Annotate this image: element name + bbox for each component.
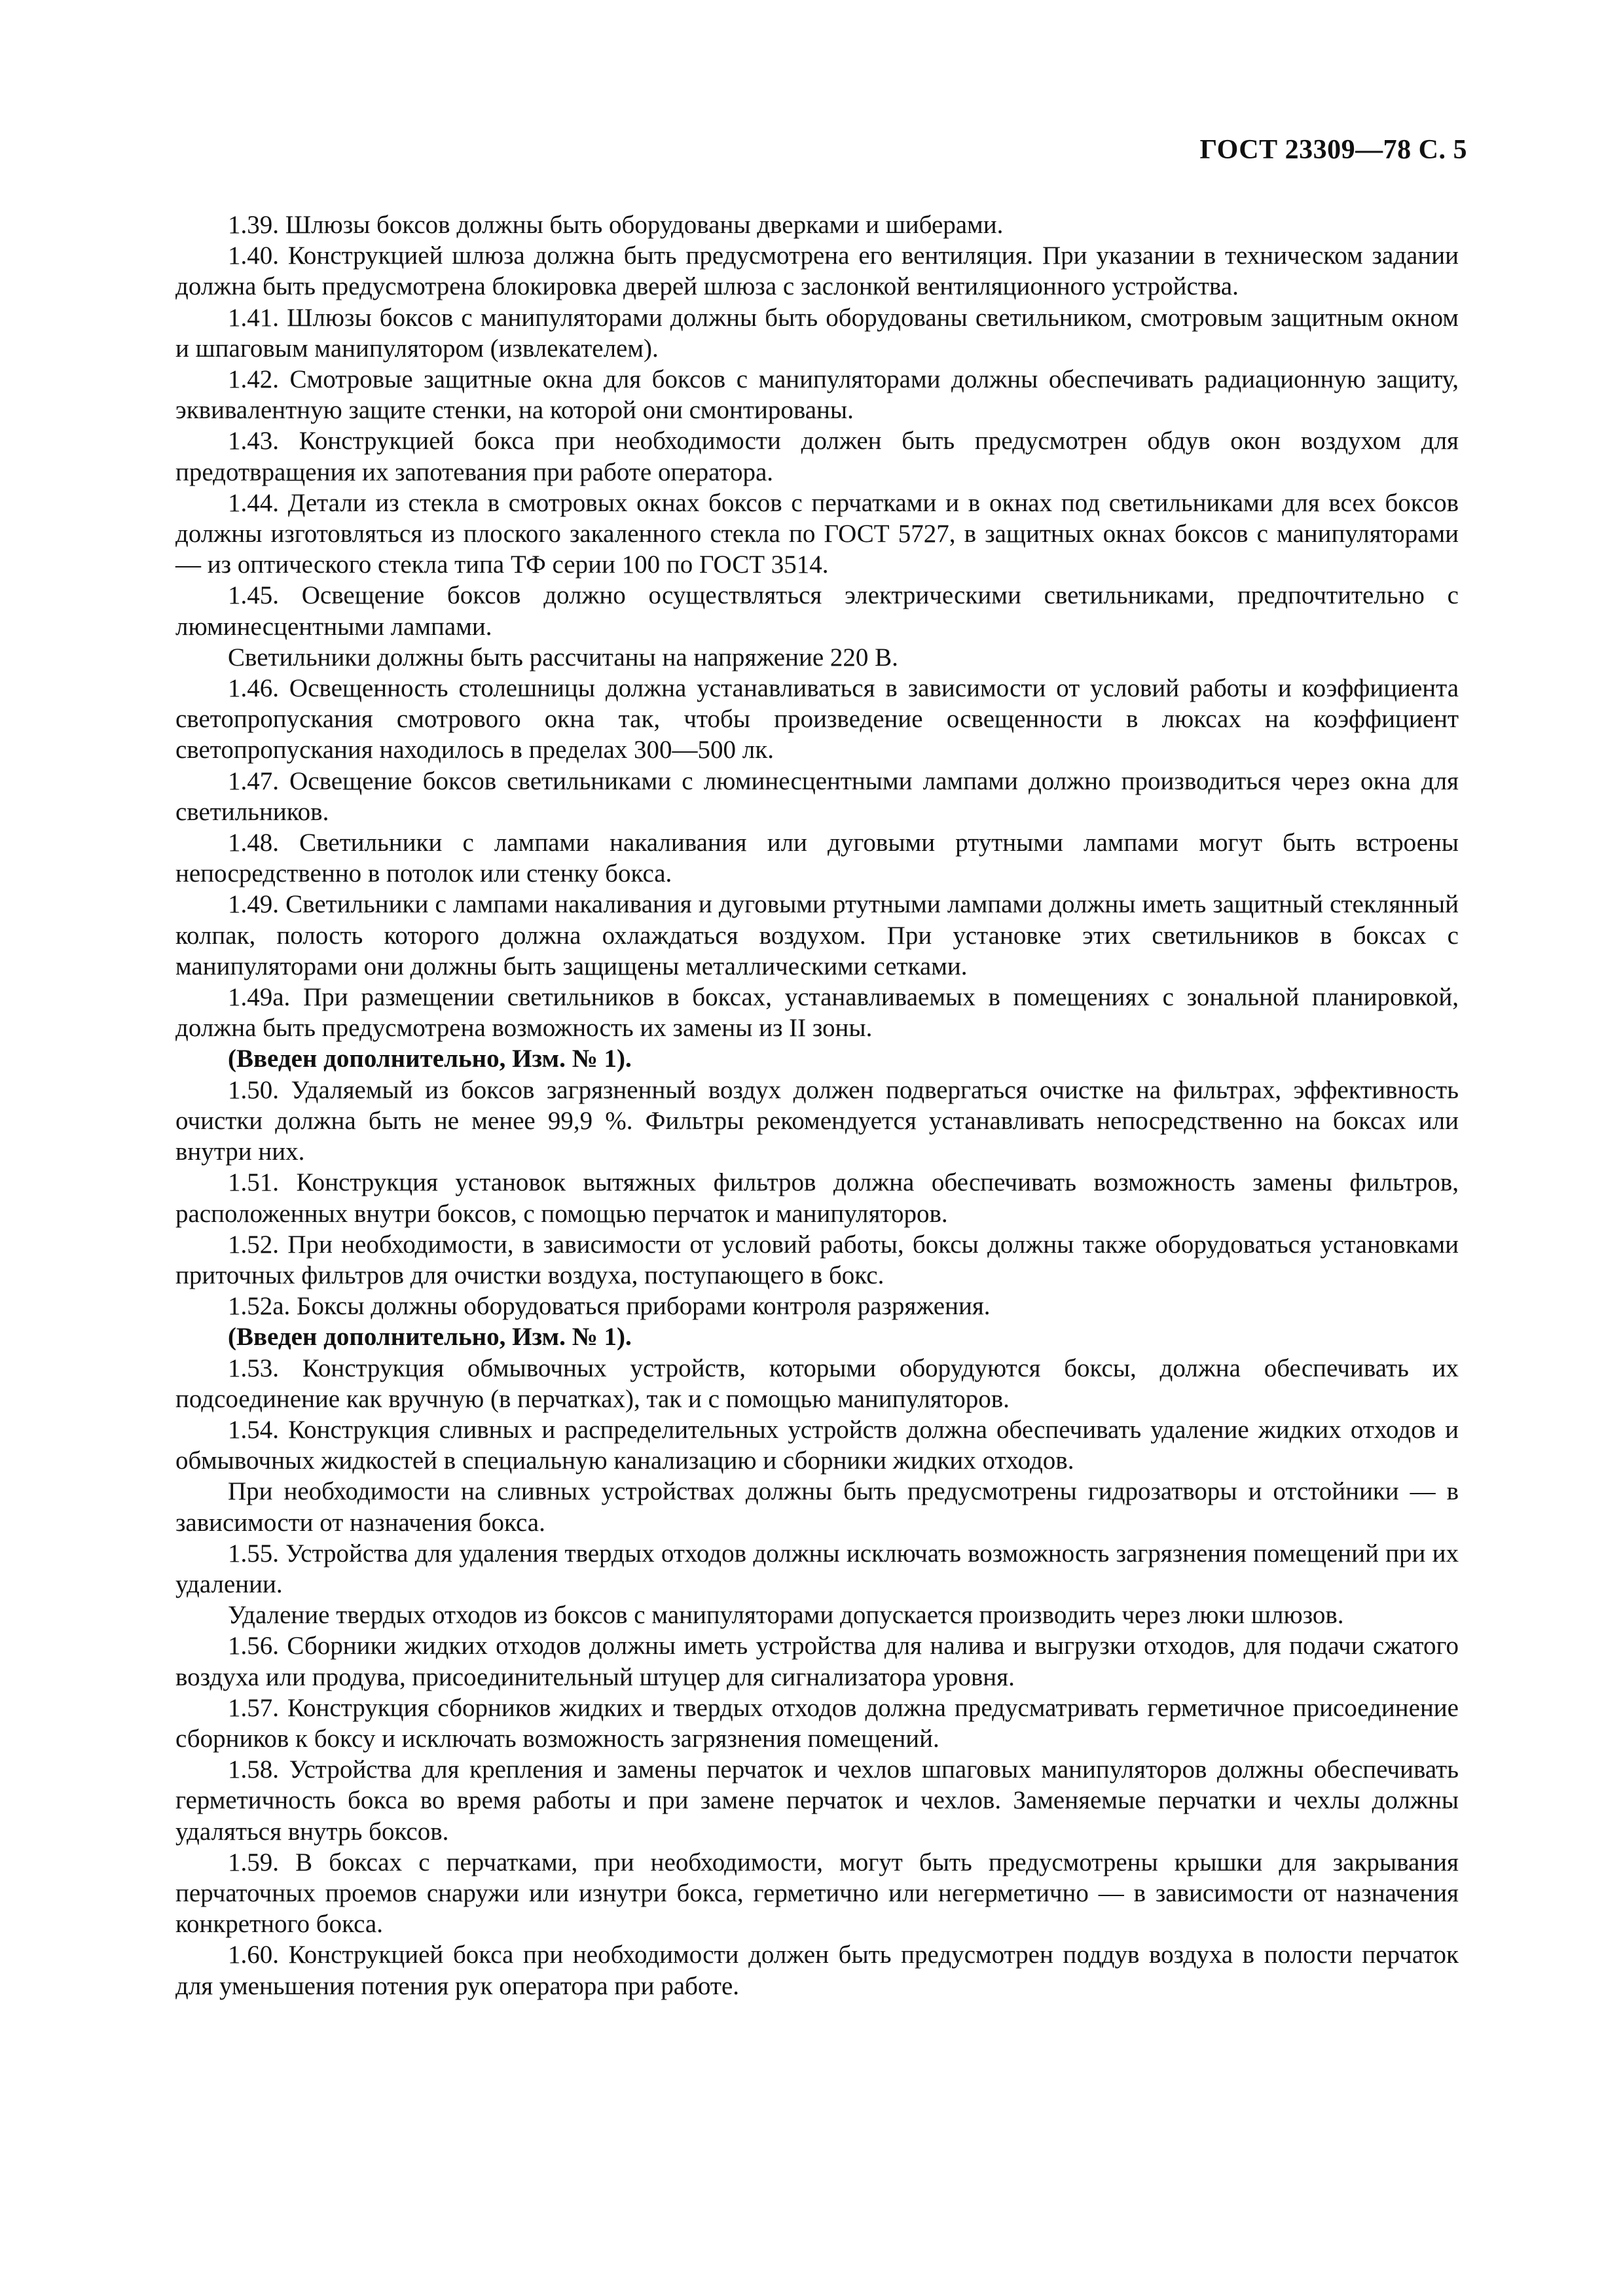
- paragraph: 1.52. При необходимости, в зависимости от условий работы, боксы должны также оборудоваться установками приточных фильтров для очистки воздуха, поступающего в бокс.: [175, 1230, 1459, 1289]
- paragraph: 1.50. Удаляемый из боксов загрязненный воздух должен подвергаться очистке на фильтрах, эффективность очистки должна быть не менее 99,9 %. Фильтры рекомендуется устанавливать непосредственно на боксах или внутри них.: [175, 1075, 1459, 1166]
- paragraph: 1.55. Устройства для удаления твердых отходов должны исключать возможность загрязнения помещений при их удалении.: [175, 1539, 1459, 1598]
- paragraph: 1.60. Конструкцией бокса при необходимости должен быть предусмотрен поддув воздуха в полости перчаток для уменьшения потения рук оператора при работе.: [175, 1941, 1459, 2000]
- paragraph: 1.52а. Боксы должны оборудоваться приборами контроля разряжения.: [228, 1292, 991, 1321]
- paragraph: 1.49а. При размещении светильников в боксах, устанавливаемых в помещениях с зональной планировкой, должна быть предусмотрена возможность их замены из II зоны.: [175, 983, 1459, 1043]
- paragraph: Удаление твердых отходов из боксов с манипуляторами допускается производить через люки шлюзов.: [228, 1601, 1344, 1630]
- paragraph: 1.39. Шлюзы боксов должны быть оборудованы дверками и шиберами.: [228, 211, 1004, 239]
- paragraph: 1.49. Светильники с лампами накаливания и дуговыми ртутными лампами должны иметь защитный стеклянный колпак, полость которого должна охлаждаться воздухом. При установке этих светильников в боксах с манипуляторами они должны быть защищены металлическими сетками.: [175, 890, 1459, 980]
- paragraph: 1.53. Конструкция обмывочных устройств, которыми оборудуются боксы, должна обеспечивать их подсоединение как вручную (в перчатках), так и с помощью манипуляторов.: [175, 1354, 1459, 1413]
- paragraph: 1.41. Шлюзы боксов с манипуляторами должны быть оборудованы светильником, смотровым защитным окном и шпаговым манипулятором (извлекателем).: [175, 303, 1459, 363]
- paragraph: 1.59. В боксах с перчатками, при необходимости, могут быть предусмотрены крышки для закрывания перчаточных проемов снаружи или изнутри бокса, герметично или негерметично — в зависимости от назначения конкретного бокса.: [175, 1848, 1459, 1939]
- page-header: ГОСТ 23309—78 С. 5: [1199, 135, 1467, 165]
- paragraph: 1.56. Сборники жидких отходов должны иметь устройства для налива и выгрузки отходов, для подачи сжатого воздуха или продува, присоединительный штуцер для сигнализатора уровня.: [175, 1632, 1459, 1691]
- paragraph: 1.57. Конструкция сборников жидких и твердых отходов должна предусматривать герметичное присоединение сборников к боксу и исключать возможность загрязнения помещений.: [175, 1693, 1459, 1753]
- paragraph: 1.40. Конструкцией шлюза должна быть предусмотрена его вентиляция. При указании в техническом задании должна быть предусмотрена блокировка дверей шлюза с заслонкой вентиляционного устройства.: [175, 242, 1459, 301]
- amendment-note: (Введен дополнительно, Изм. № 1).: [228, 1323, 632, 1352]
- paragraph: 1.48. Светильники с лампами накаливания или дуговыми ртутными лампами могут быть встроены непосредственно в потолок или стенку бокса.: [175, 829, 1459, 888]
- paragraph: 1.45. Освещение боксов должно осуществляться электрическими светильниками, предпочтительно с люминесцентными лампами.: [175, 581, 1459, 641]
- paragraph: 1.54. Конструкция сливных и распределительных устройств должна обеспечивать удаление жидких отходов и обмывочных жидкостей в специальную канализацию и сборники жидких отходов.: [175, 1415, 1459, 1475]
- document-body: [175, 209, 1459, 2001]
- paragraph: 1.51. Конструкция установок вытяжных фильтров должна обеспечивать возможность замены фильтров, расположенных внутри боксов, с помощью перчаток и манипуляторов.: [175, 1168, 1459, 1228]
- paragraph: 1.42. Смотровые защитные окна для боксов с манипуляторами должны обеспечивать радиационную защиту, эквивалентную защите стенки, на которой они смонтированы.: [175, 365, 1459, 425]
- amendment-note: (Введен дополнительно, Изм. № 1).: [228, 1045, 632, 1073]
- paragraph: Светильники должны быть рассчитаны на напряжение 220 В.: [228, 643, 898, 672]
- paragraph: 1.47. Освещение боксов светильниками с люминесцентными лампами должно производиться через окна для светильников.: [175, 766, 1459, 826]
- paragraph: 1.43. Конструкцией бокса при необходимости должен быть предусмотрен обдув окон воздухом для предотвращения их запотевания при работе оператора.: [175, 427, 1459, 486]
- paragraph: 1.44. Детали из стекла в смотровых окнах боксов с перчатками и в окнах под светильниками для всех боксов должны изготовляться из плоского закаленного стекла по ГОСТ 5727, в защитных окнах боксов с манипуляторами — из оптического стекла типа ТФ серии 100 по ГОСТ 3514.: [175, 488, 1459, 579]
- paragraph: 1.58. Устройства для крепления и замены перчаток и чехлов шпаговых манипуляторов должны обеспечивать герметичность бокса во время работы и при замене перчаток и чехлов. Заменяемые перчатки и чехлы должны удаляться внутрь боксов.: [175, 1755, 1459, 1846]
- paragraph: 1.46. Освещенность столешницы должна устанавливаться в зависимости от условий работы и коэффициента светопропускания смотрового окна так, чтобы произведение освещенности в люксах на коэффициент светопропускания находилось в пределах 300—500 лк.: [175, 674, 1459, 764]
- paragraph: При необходимости на сливных устройствах должны быть предусмотрены гидрозатворы и отстойники — в зависимости от назначения бокса.: [175, 1477, 1459, 1537]
